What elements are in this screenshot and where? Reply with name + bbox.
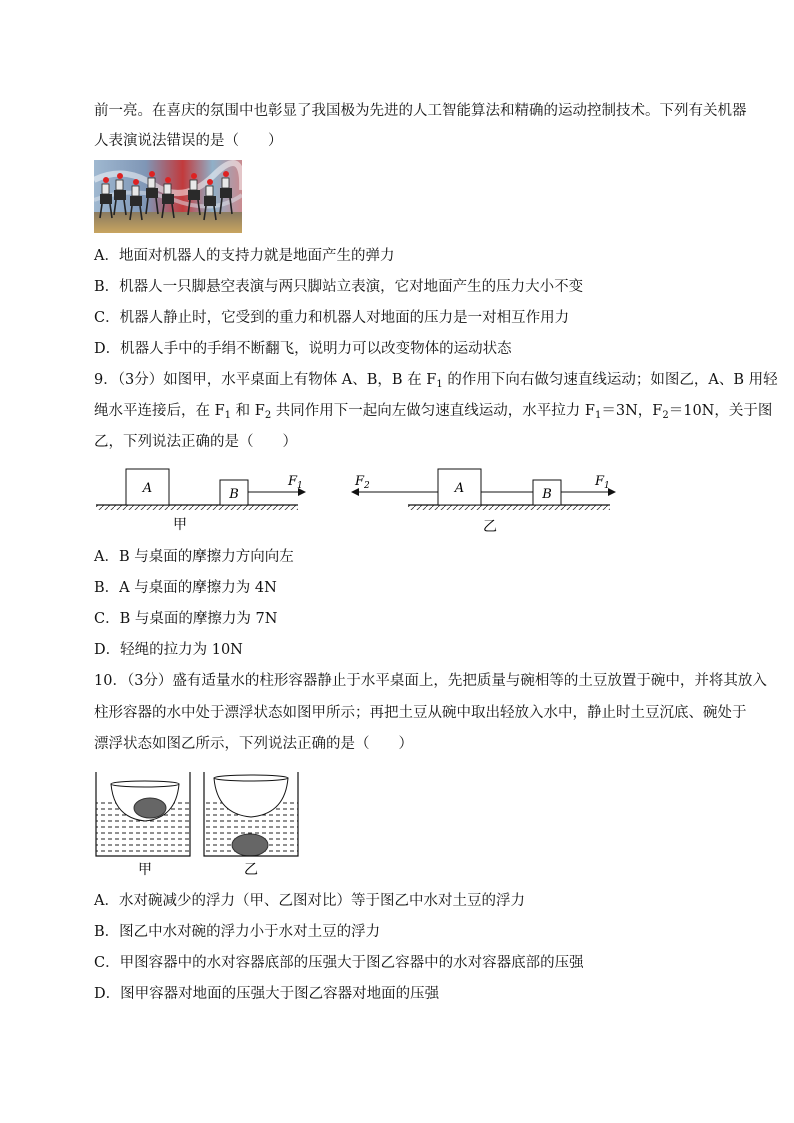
q8-option-b: B．机器人一只脚悬空表演与两只脚站立表演，它对地面产生的压力大小不变 [94,279,584,295]
q10-figure [94,770,304,880]
container-jia [96,772,190,878]
q9-figure-right [352,469,615,535]
q9-option-d: D．轻绳的拉力为 10N [94,642,243,658]
q8-option-d: D．机器人手中的手绢不断翻飞，说明力可以改变物体的运动状态 [94,341,512,357]
robot-performance-photo [94,160,242,233]
force-f1-label-2: $F_1$ [595,474,610,491]
q9-option-b: B．A 与桌面的摩擦力为 4N [94,580,277,596]
block-a-label-2: A [454,481,465,496]
force-f2-label: $F_2$ [355,474,370,491]
potato-in-bowl [134,798,166,818]
block-a-label: A [142,481,153,496]
q10-option-b: B．图乙中水对碗的浮力小于水对土豆的浮力 [94,924,381,940]
q8-option-a: A．地面对机器人的支持力就是地面产生的弹力 [94,248,395,264]
caption-jia: 甲 [173,517,187,533]
q8-stem-line2: 人表演说法错误的是（ ） [94,133,283,149]
container-yi [204,772,298,878]
q9-stem-line1: 9．（3分）如图甲，水平桌面上有物体 A、B，B 在 $F_1$ 的作用下向右做匀速直线运动；如图乙，A、B 用轻 [94,372,778,390]
q8-option-c: C．机器人静止时，它受到的重力和机器人对地面的压力是一对相互作用力 [94,310,570,326]
block-b-label: B [229,487,239,502]
q10-option-a: A．水对碗减少的浮力（甲、乙图对比）等于图乙中水对土豆的浮力 [94,893,525,909]
potato-sunk [232,834,268,856]
caption-jia-10: 甲 [138,862,152,878]
q9-stem-line2: 绳水平连接后，在 $F_1$ 和 $F_2$ 共同作用下一起向左做匀速直线运动，水平拉力 $F_1=3N$，$F_2=10N$，关于图 [94,403,773,421]
block-b-label-2: B [542,487,552,502]
q10-option-c: C．甲图容器中的水对容器底部的压强大于图乙容器中的水对容器底部的压强 [94,955,584,971]
q9-stem-line3: 乙，下列说法正确的是（ ） [94,434,297,450]
q10-stem-line1: 10．（3分）盛有适量水的柱形容器静止于水平桌面上，先把质量与碗相等的土豆放置于碗中，并将其放入 [94,673,767,689]
q9-figure [90,465,620,537]
caption-yi-10: 乙 [244,862,258,878]
q10-stem-line2: 柱形容器的水中处于漂浮状态如图甲所示；再把土豆从碗中取出轻放入水中，静止时土豆沉底、碗处于 [94,705,747,721]
q9-option-c: C．B 与桌面的摩擦力为 7N [94,611,278,627]
q10-option-d: D．图甲容器对地面的压强大于图乙容器对地面的压强 [94,986,440,1002]
q9-figure-left [96,469,305,533]
force-f1-label: $F_1$ [288,474,303,491]
q8-stem-line1: 前一亮。在喜庆的氛围中也彰显了我国极为先进的人工智能算法和精确的运动控制技术。下列有关机器 [94,103,747,119]
q10-stem-line3: 漂浮状态如图乙所示，下列说法正确的是（ ） [94,736,413,752]
q9-option-a: A．B 与桌面的摩擦力方向向左 [94,549,294,565]
caption-yi: 乙 [483,519,497,535]
